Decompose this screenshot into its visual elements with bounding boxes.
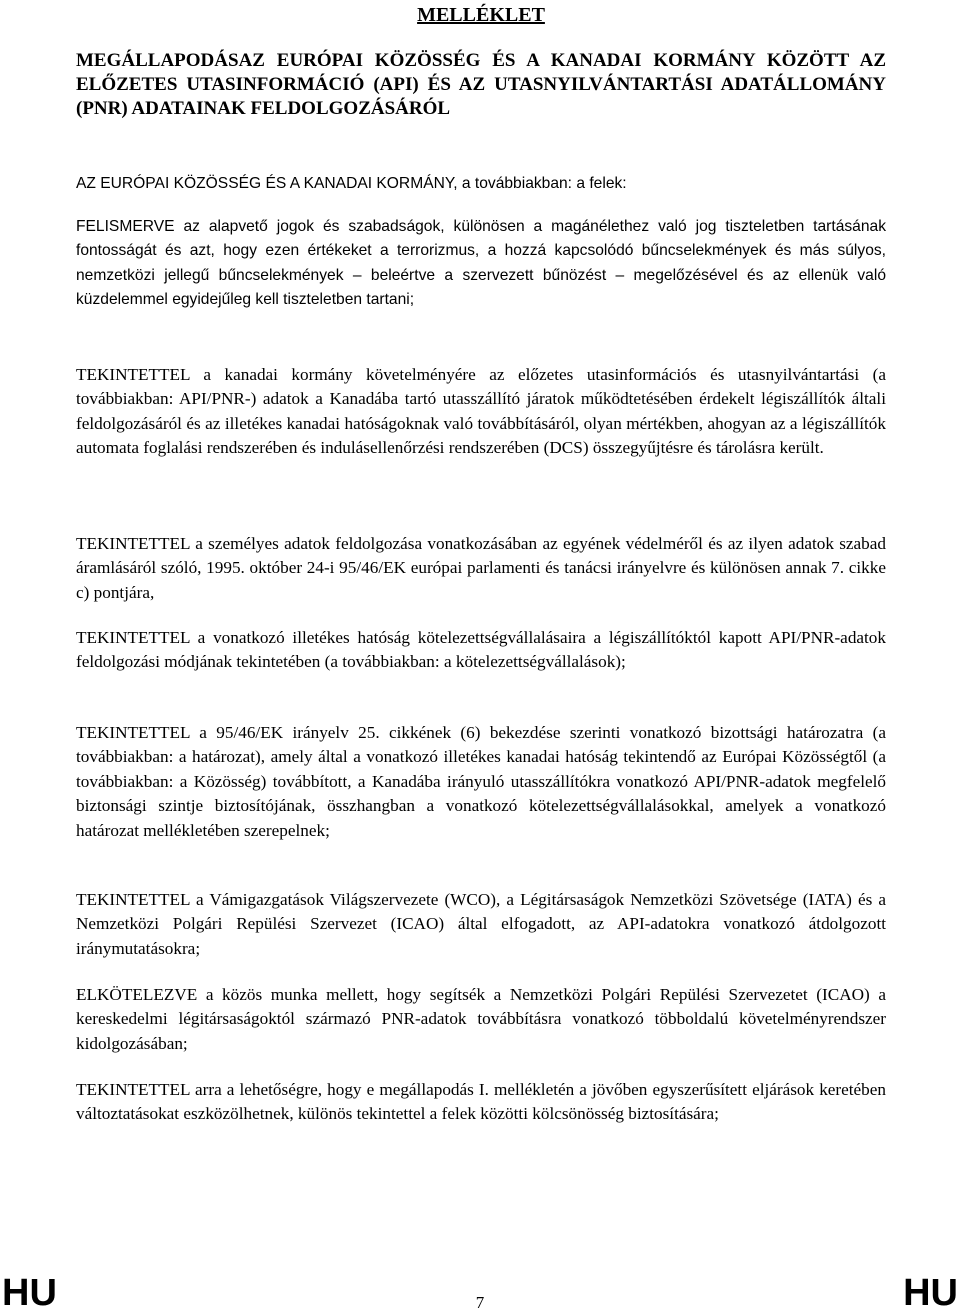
recital-paragraph: TEKINTETTEL a vonatkozó illetékes hatóság kötelezettségvállalásaira a légiszállítóktól kapott API/PNR-adatok feldolgozási módjának tekintetében (a továbbiakban: a kötelezettségvállalások);	[76, 628, 886, 672]
recital-paragraph: ELKÖTELEZVE a közös munka mellett, hogy segítsék a Nemzetközi Polgári Repülési Szervezetet (ICAO) a kereskedelmi légitársaságoktól származó PNR-adatok továbbításra vonatkozó többoldalú követelményrendszer kidolgozásában;	[76, 985, 886, 1053]
recital-paragraph: TEKINTETTEL a 95/46/EK irányelv 25. cikkének (6) bekezdése szerinti vonatkozó bizottsági határozatra (a továbbiakban: a határozat), amely által a vonatkozó illetékes kanadai hatóság tekintendő az Európai Közösségtől (a továbbiakban: a Közösség) továbbított, a Kanadába irányuló utasszállítókra vonatkozó API/PNR-adatok megfelelő biztonsági szintje biztosítójának, összhangban a vonatkozó kötelezettségvállalásokkal, amelyek a vonatkozó határozat mellékletében szerepelnek;	[76, 723, 886, 840]
recital-paragraph: TEKINTETTEL arra a lehetőségre, hogy e megállapodás I. mellékletén a jövőben egyszerűsített eljárások keretében változtatásokat eszközölhetnek, különös tekintettel a felek közötti kölcsönösség biztosítására;	[76, 1080, 886, 1124]
agreement-title: MEGÁLLAPODÁSAZ EURÓPAI KÖZÖSSÉG ÉS A KANADAI KORMÁNY KÖZÖTT AZ ELŐZETES UTASINFORMÁCIÓ (API) ÉS AZ UTASNYILVÁNTARTÁSI ADATÁLLOMÁNY (PNR) ADATAINAK FELDOLGOZÁSÁRÓL	[76, 50, 886, 119]
annex-title: MELLÉKLET	[417, 4, 545, 26]
footer-language-left: HU	[2, 1272, 57, 1314]
recital-paragraph: TEKINTETTEL a személyes adatok feldolgozása vonatkozásában az egyének védelméről és az ilyen adatok szabad áramlásáról szóló, 1995. október 24-i 95/46/EK európai parlamenti és tanácsi irányelvre és különösen annak 7. cikke c) pontjára,	[76, 534, 886, 602]
parties-line: AZ EURÓPAI KÖZÖSSÉG ÉS A KANADAI KORMÁNY, a továbbiakban: a felek:	[76, 175, 627, 192]
page-number: 7	[475, 1293, 485, 1312]
recital-paragraph: TEKINTETTEL a kanadai kormány követelményére az előzetes utasinformációs és utasnyilvántartási (a továbbiakban: API/PNR-) adatok a Kanadába tartó utasszállító járatok működtetésében érdekelt légiszállítók általi feldolgozásáról és az illetékes kanadai hatóságoknak való továbbításáról, olyan mértékben, ahogyan az a légiszállítók automata foglalási rendszerében és indulásellenőrzési rendszerében (DCS) összegyűjtésre és tárolásra került.	[76, 365, 886, 458]
recital-paragraph: TEKINTETTEL a Vámigazgatások Világszervezete (WCO), a Légitársaságok Nemzetközi Szövetsége (IATA) és a Nemzetközi Polgári Repülési Szervezet (ICAO) által elfogadott, az API-adatokra vonatkozó átdolgozott iránymutatásokra;	[76, 890, 886, 958]
recital-paragraph: FELISMERVE az alapvető jogok és szabadságok, különösen a magánélethez való jog tiszteletben tartásának fontosságát és azt, hogy ezen értékeket a terrorizmus, a hozzá kapcsolódó bűncselekmények és más súlyos, nemzetközi jellegű bűncselekmények – beleértve a szervezett bűnözést – megelőzésével és az ellenük való küzdelemmel egyidejűleg kell tiszteletben tartani;	[76, 218, 886, 309]
footer-language-right: HU	[903, 1272, 958, 1314]
